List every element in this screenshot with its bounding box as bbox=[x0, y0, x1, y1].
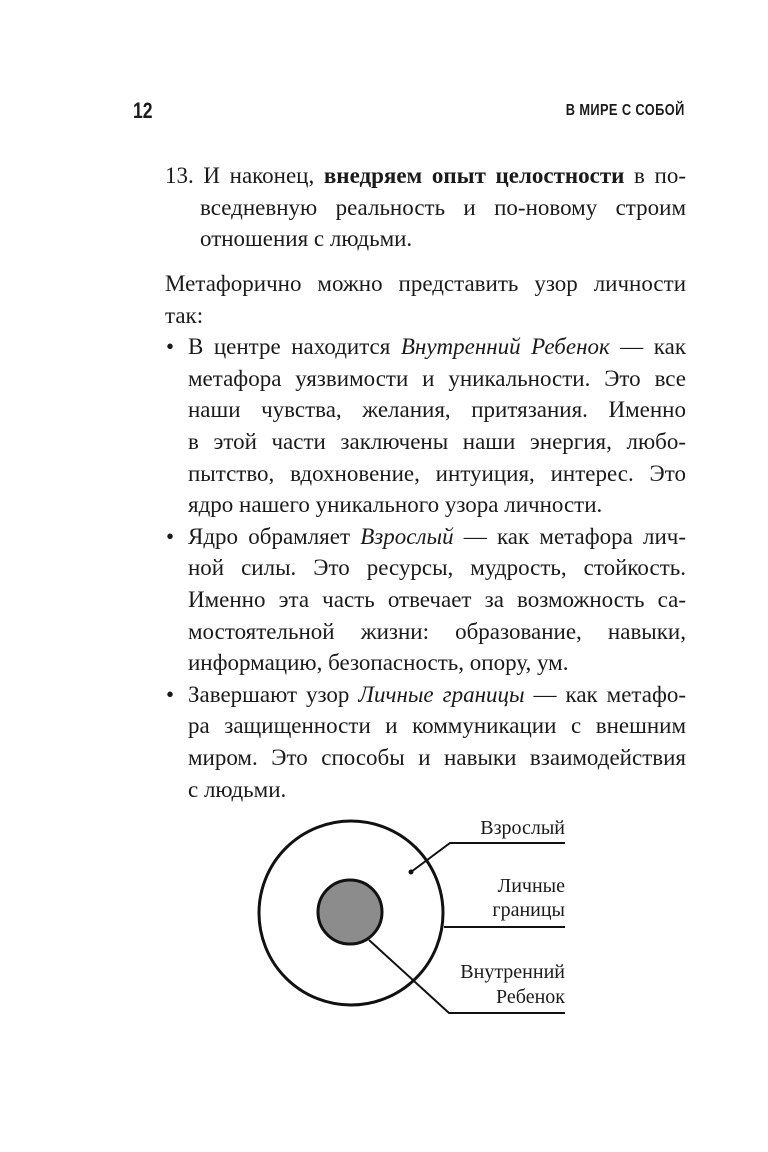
intro-line-1: Метафорично можно представить узор личности bbox=[165, 271, 686, 296]
label-child-2: Ребенок bbox=[496, 986, 565, 1008]
label-boundaries-2: границы bbox=[492, 899, 565, 921]
bullet-icon: • bbox=[166, 523, 175, 549]
inner-circle-child bbox=[318, 880, 382, 944]
adult-leader-line bbox=[411, 843, 565, 872]
bullet-item-boundaries: • Завершают узор Личные границы — как метафо- ра защищенности и коммуникации с внешним миром. Это способы и навыки взаимодействия с людьми. bbox=[165, 679, 686, 805]
item-13-line-3: отношения с людьми. bbox=[200, 226, 413, 252]
bullet-item-adult: • Ядро обрамляет Взрослый — как метафора лич- ной силы. Это ресурсы, мудрость, стойкость. Именно эта часть отвечает за возможность са- мостоятельной жизни: образование, навыки, информацию, безопасность, опору, ум. bbox=[165, 521, 686, 679]
page-number: 12 bbox=[133, 98, 153, 123]
label-adult: Взрослый bbox=[480, 817, 565, 839]
item-13-line-2: вседневную реальность и по-новому строим bbox=[200, 194, 686, 220]
bullet-item-child: • В центре находится Внутренний Ребенок — как метафора уязвимости и уникальности. Это все наши чувства, желания, притязания. Именно в этой части заключены наши энергия, любо- пытство, вдохновение, интуиция, интерес. Это ядро нашего уникального узора личности. bbox=[165, 331, 686, 521]
running-title: В МИРЕ С СОБОЙ bbox=[566, 102, 685, 119]
label-boundaries-1: Личные bbox=[497, 875, 565, 897]
item-13-line-1: 13. И наконец, внедряем опыт целостности в по- bbox=[165, 163, 686, 188]
intro-line-2: так: bbox=[165, 302, 204, 328]
label-child-1: Внутренний bbox=[460, 961, 565, 983]
bullet-icon: • bbox=[166, 681, 175, 707]
bullet-icon: • bbox=[166, 334, 175, 360]
